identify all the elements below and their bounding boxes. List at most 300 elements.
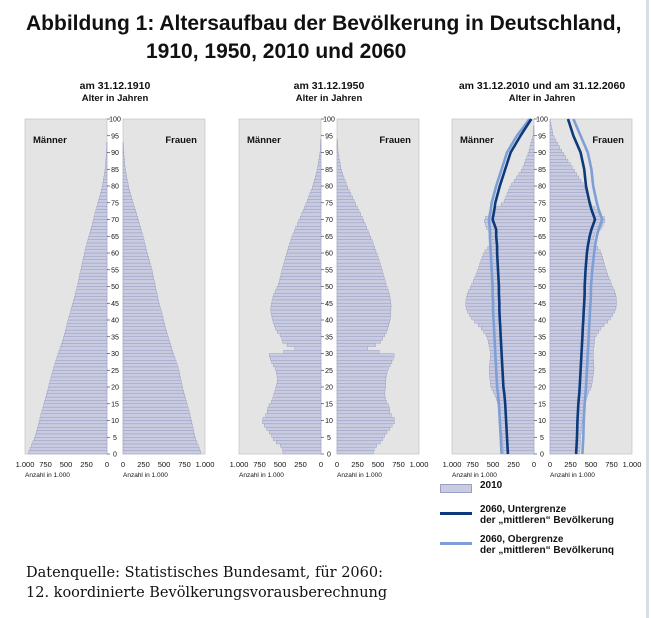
chart2-bar-male-59 <box>286 253 321 256</box>
chart2-bar-female-72 <box>337 209 359 212</box>
chart2-bar-female-56 <box>337 263 380 266</box>
chart1-bar-male-10 <box>40 417 107 420</box>
chart2-ytick-100: 100 <box>323 116 335 124</box>
chart2-bar-female-2 <box>337 444 377 447</box>
chart3-bar-female-97 <box>550 126 552 129</box>
chart1-bar-male-12 <box>42 410 107 413</box>
chart1-bar-male-40 <box>69 317 107 320</box>
chart3-bar-male-83 <box>519 173 534 176</box>
chart2-label-men: Männer <box>247 135 281 146</box>
chart2-label-women: Frauen <box>379 135 411 146</box>
chart1-xtick-left-4: 0 <box>104 460 110 469</box>
chart1-bar-female-14 <box>123 404 187 407</box>
source-line1: Datenquelle: Statistisches Bundesamt, für 2060: <box>26 565 383 581</box>
chart2-bar-female-34 <box>337 337 383 340</box>
legend-label-2010 <box>480 480 502 491</box>
chart2-bar-male-90 <box>320 149 321 152</box>
chart3-bar-male-48 <box>468 290 534 293</box>
chart2-bar-male-7 <box>267 427 321 430</box>
chart2-bar-female-47 <box>337 293 390 296</box>
chart2-bar-male-76 <box>308 196 321 199</box>
chart1-bar-female-21 <box>123 380 181 383</box>
chart1-bar-male-15 <box>44 400 107 403</box>
chart2-bar-male-55 <box>283 266 321 269</box>
chart3-ytick-55: 55 <box>538 267 546 275</box>
chart1-bar-female-66 <box>123 230 141 233</box>
chart3-bar-male-17 <box>495 394 534 397</box>
chart2-bar-female-91 <box>337 146 338 149</box>
chart2-bar-male-17 <box>274 394 321 397</box>
chart3-ylabel: Alter in Jahren <box>508 93 576 104</box>
chart3-bar-female-49 <box>550 287 613 290</box>
chart1-bar-male-43 <box>71 307 107 310</box>
chart1-bar-male-0 <box>29 451 107 454</box>
chart2-bar-male-38 <box>274 323 321 326</box>
chart2-bar-female-23 <box>337 374 387 377</box>
chart1-bar-female-25 <box>123 367 178 370</box>
chart2-bar-male-46 <box>273 297 321 300</box>
chart1-bar-female-19 <box>123 387 183 390</box>
chart3-bar-female-92 <box>550 142 558 145</box>
chart1-bar-female-30 <box>123 350 173 353</box>
chart3-bar-male-85 <box>523 166 534 169</box>
chart2-ytick-95: 95 <box>325 133 333 141</box>
chart2-bar-male-30 <box>284 350 321 353</box>
chart1-bar-female-91 <box>123 146 124 149</box>
chart1-bar-female-4 <box>123 437 196 440</box>
chart2-bar-female-73 <box>337 206 357 209</box>
chart3-bar-female-87 <box>550 159 568 162</box>
chart1-bar-male-44 <box>72 303 107 306</box>
chart2-bar-female-14 <box>337 404 388 407</box>
chart1-bar-male-89 <box>106 153 107 156</box>
chart1-bar-male-39 <box>68 320 107 323</box>
chart2-bar-male-2 <box>280 444 321 447</box>
chart1-bar-male-49 <box>77 287 107 290</box>
legend-label-line: der „mittleren“ Bevölkerung <box>480 515 614 526</box>
chart1-bar-male-60 <box>85 250 107 253</box>
chart1-bar-female-89 <box>123 153 124 156</box>
chart1-bar-female-11 <box>123 414 190 417</box>
chart1-ytick-55: 55 <box>111 267 119 275</box>
chart1-bar-male-70 <box>94 216 107 219</box>
chart1-bar-female-10 <box>123 417 191 420</box>
chart1-bar-male-42 <box>71 310 107 313</box>
chart3-bar-male-82 <box>516 176 534 179</box>
chart2-bar-male-82 <box>315 176 321 179</box>
chart3-bar-female-88 <box>550 156 566 159</box>
chart2-bar-male-16 <box>273 397 321 400</box>
chart1-bar-female-15 <box>123 400 186 403</box>
chart1-bar-female-36 <box>123 330 167 333</box>
chart1-bar-male-1 <box>30 447 107 450</box>
chart1-bar-female-18 <box>123 390 184 393</box>
chart1-bar-male-27 <box>56 360 107 363</box>
chart1-bar-male-51 <box>78 280 107 283</box>
chart1-bar-male-19 <box>48 387 107 390</box>
chart2-ytick-45: 45 <box>325 300 333 308</box>
chart2-bar-female-86 <box>337 163 340 166</box>
chart1-bar-female-81 <box>123 179 127 182</box>
chart3-ytick-20: 20 <box>538 384 546 392</box>
chart3-xtick-left-2: 500 <box>486 460 500 469</box>
chart1-bar-male-3 <box>33 441 107 444</box>
chart1-bar-male-57 <box>83 260 107 263</box>
chart2-bar-female-8 <box>337 424 392 427</box>
chart1-bar-female-68 <box>123 223 140 226</box>
chart2-ytick-75: 75 <box>325 200 333 208</box>
chart3-bar-female-94 <box>550 136 554 139</box>
chart2-bar-male-69 <box>299 220 321 223</box>
chart3-xlabel-left: Anzahl in 1.000 <box>452 472 497 479</box>
chart3-ytick-50: 50 <box>538 284 546 291</box>
figure-title-line2: 1910, 1950, 2010 und 2060 <box>146 40 407 63</box>
chart2-bar-female-75 <box>337 199 354 202</box>
chart3-bar-male-47 <box>467 293 534 296</box>
chart3-bar-female-69 <box>550 220 605 223</box>
chart3-bar-female-51 <box>550 280 610 283</box>
legend-label-line: 2010 <box>480 480 503 491</box>
chart3-bar-female-40 <box>550 317 610 320</box>
chart3-bar-female-77 <box>550 193 587 196</box>
chart1-bar-male-47 <box>75 293 107 296</box>
chart1-bar-male-52 <box>79 276 107 279</box>
chart1-bar-male-54 <box>81 270 107 273</box>
chart1-ytick-35: 35 <box>111 334 119 342</box>
chart2-bar-female-65 <box>337 233 370 236</box>
chart3-bar-male-80 <box>512 183 534 186</box>
chart1-bar-male-28 <box>57 357 107 360</box>
chart1-bar-male-41 <box>70 313 107 316</box>
chart2-bar-male-62 <box>290 243 322 246</box>
chart2-bar-male-32 <box>287 343 321 346</box>
chart3-bar-female-47 <box>550 293 616 296</box>
chart3-bar-female-52 <box>550 276 609 279</box>
chart1-bar-female-49 <box>123 287 156 290</box>
chart2-ytick-65: 65 <box>325 233 333 241</box>
chart2-bar-female-52 <box>337 276 384 279</box>
chart2-bar-male-26 <box>273 364 321 367</box>
chart3-bar-female-95 <box>550 132 553 135</box>
chart3-bar-female-85 <box>550 166 572 169</box>
chart2-xtick-left-0: 1.000 <box>229 460 249 469</box>
chart3-ytick-65: 65 <box>538 233 546 241</box>
chart3-bar-male-12 <box>499 410 534 413</box>
chart1-bar-male-16 <box>45 397 107 400</box>
chart3-ytick-35: 35 <box>538 334 546 342</box>
chart1-label-women: Frauen <box>165 135 197 146</box>
chart2-bar-male-40 <box>272 317 321 320</box>
chart2-bar-female-15 <box>337 400 387 403</box>
chart1-bar-male-4 <box>34 437 107 440</box>
chart3-bar-male-90 <box>529 149 534 152</box>
chart1-bar-male-73 <box>97 206 107 209</box>
chart3-bar-male-79 <box>510 186 534 189</box>
legend-swatch-2060-upper <box>440 542 472 545</box>
chart2-bar-male-78 <box>311 189 321 192</box>
chart3-xtick-right-4: 1.000 <box>622 460 642 469</box>
chart2-bar-male-47 <box>274 293 321 296</box>
chart2-bar-male-27 <box>272 360 322 363</box>
chart3-xtick-right-0: 0 <box>547 460 553 469</box>
chart3-bar-male-13 <box>499 407 534 410</box>
chart2-bar-male-50 <box>278 283 321 286</box>
chart2-bar-female-61 <box>337 246 375 249</box>
chart3-bar-female-57 <box>550 260 604 263</box>
chart1-bar-male-69 <box>93 220 107 223</box>
chart1-bar-female-33 <box>123 340 170 343</box>
chart1-bar-female-6 <box>123 431 194 434</box>
chart2-bar-male-92 <box>320 142 321 145</box>
chart3-bar-male-40 <box>472 317 534 320</box>
chart2-bar-female-55 <box>337 266 381 269</box>
chart2-bar-male-80 <box>313 183 321 186</box>
chart3-bar-female-48 <box>550 290 615 293</box>
chart3-bar-male-65 <box>491 233 534 236</box>
chart1-bar-male-53 <box>80 273 107 276</box>
legend-label-2060-lower <box>480 504 614 526</box>
chart1-bar-female-74 <box>123 203 133 206</box>
chart2-bar-male-22 <box>278 377 322 380</box>
chart3-bar-female-84 <box>550 169 574 172</box>
chart1-ytick-15: 15 <box>111 401 119 409</box>
chart1-bar-male-7 <box>37 427 107 430</box>
chart3-bar-male-74 <box>501 203 534 206</box>
chart2-bar-male-61 <box>288 246 321 249</box>
chart3-ytick-5: 5 <box>540 434 544 442</box>
chart1-bar-female-39 <box>123 320 164 323</box>
chart3-bar-male-36 <box>484 330 534 333</box>
chart3-bar-male-29 <box>491 354 534 357</box>
chart2-bar-male-44 <box>271 303 321 306</box>
chart1-xtick-left-0: 1.000 <box>15 460 35 469</box>
legend-label-line: 2060, Untergrenze <box>480 504 567 515</box>
chart3-bar-female-96 <box>550 129 552 132</box>
chart1-xtick-right-3: 750 <box>178 460 191 469</box>
chart2-bar-male-91 <box>320 146 321 149</box>
chart1-bar-male-8 <box>38 424 107 427</box>
chart3-ytick-30: 30 <box>538 351 546 358</box>
chart2-bar-male-20 <box>276 384 321 387</box>
chart3-bar-male-71 <box>489 213 534 216</box>
chart2-bar-male-87 <box>319 159 321 162</box>
chart1-ytick-30: 30 <box>111 351 119 358</box>
chart1-bar-female-13 <box>123 407 188 410</box>
chart3-ytick-45: 45 <box>538 300 546 308</box>
chart3-bar-male-16 <box>496 397 534 400</box>
chart2-bar-female-50 <box>337 283 386 286</box>
chart2-bar-female-19 <box>337 387 385 390</box>
chart1-bar-female-29 <box>123 354 174 357</box>
chart2-bar-male-89 <box>320 153 321 156</box>
chart2-xtick-left-3: 250 <box>294 460 307 469</box>
chart1-bar-male-48 <box>76 290 107 293</box>
chart3-bar-male-18 <box>494 390 535 393</box>
chart3-xtick-right-1: 250 <box>564 460 577 469</box>
chart1-bar-male-2 <box>31 444 107 447</box>
chart1-bar-female-87 <box>123 159 124 162</box>
chart3-bar-male-88 <box>527 156 534 159</box>
chart1-bar-male-24 <box>53 370 107 373</box>
chart3-xtick-left-3: 250 <box>507 460 520 469</box>
chart1-bar-male-18 <box>47 390 107 393</box>
chart1-bar-male-59 <box>84 253 107 256</box>
chart3-bar-female-56 <box>550 263 604 266</box>
chart2-bar-female-57 <box>337 260 379 263</box>
chart2-bar-male-12 <box>267 410 321 413</box>
chart1-bar-female-17 <box>123 394 185 397</box>
chart2-bar-female-29 <box>337 354 394 357</box>
chart2-bar-female-28 <box>337 357 393 360</box>
chart1-bar-female-43 <box>123 307 160 310</box>
chart3-bar-male-53 <box>476 273 534 276</box>
chart1-bar-female-84 <box>123 169 126 172</box>
chart2-bar-female-21 <box>337 380 386 383</box>
chart1-bar-female-5 <box>123 434 195 437</box>
chart2-bar-male-56 <box>284 263 321 266</box>
chart2-ytick-85: 85 <box>325 166 333 174</box>
chart2-bar-male-52 <box>280 276 321 279</box>
chart1-bar-male-50 <box>78 283 107 286</box>
chart2-bar-male-88 <box>319 156 321 159</box>
chart2-bar-male-36 <box>277 330 321 333</box>
chart2-bar-female-4 <box>337 437 383 440</box>
chart2-bar-female-33 <box>337 340 380 343</box>
chart2-bar-male-85 <box>318 166 321 169</box>
chart2-bar-female-31 <box>337 347 368 350</box>
chart1-bar-female-47 <box>123 293 157 296</box>
chart1-bar-male-34 <box>63 337 107 340</box>
chart3-bar-male-77 <box>507 193 534 196</box>
chart2-bar-male-77 <box>310 193 321 196</box>
chart2-ytick-55: 55 <box>325 267 333 275</box>
chart2-bar-female-53 <box>337 273 383 276</box>
chart2-bar-male-57 <box>285 260 321 263</box>
chart1-ytick-95: 95 <box>111 133 119 141</box>
chart1-bar-female-24 <box>123 370 179 373</box>
chart2-ytick-5: 5 <box>327 434 331 442</box>
chart1-xtick-right-0: 0 <box>120 460 126 469</box>
chart2-bar-male-28 <box>270 357 321 360</box>
chart1-bar-female-0 <box>123 451 201 454</box>
chart1-bar-male-81 <box>103 179 107 182</box>
chart2-bar-female-22 <box>337 377 386 380</box>
chart2-bar-female-11 <box>337 414 391 417</box>
chart2-bar-female-68 <box>337 223 365 226</box>
chart3-bar-male-54 <box>477 270 534 273</box>
chart1-bar-male-77 <box>100 193 107 196</box>
chart3-bar-male-73 <box>497 206 534 209</box>
chart2-bar-male-0 <box>283 451 321 454</box>
chart1-bar-male-88 <box>106 156 107 159</box>
chart1-bar-male-78 <box>101 189 107 192</box>
chart2-bar-female-27 <box>337 360 392 363</box>
chart1-bar-female-12 <box>123 410 189 413</box>
chart3-bar-male-67 <box>487 226 534 229</box>
chart2-bar-male-9 <box>263 421 322 424</box>
chart1-bar-female-77 <box>123 193 131 196</box>
chart1-bar-male-31 <box>60 347 107 350</box>
chart2-bar-female-92 <box>337 142 338 145</box>
chart1-ytick-40: 40 <box>111 317 119 325</box>
chart1-bar-male-62 <box>87 243 107 246</box>
chart1-ytick-80: 80 <box>111 183 119 191</box>
chart1-ytick-65: 65 <box>111 233 119 241</box>
chart1-bar-male-72 <box>96 209 107 212</box>
chart2-bar-male-84 <box>317 169 321 172</box>
chart3-bar-male-61 <box>488 246 534 249</box>
chart3-bar-female-93 <box>550 139 556 142</box>
chart1-bar-male-83 <box>104 173 107 176</box>
chart1-bar-male-80 <box>103 183 107 186</box>
chart2-bar-female-44 <box>337 303 391 306</box>
chart2-ytick-40: 40 <box>325 317 333 325</box>
chart3-bar-male-64 <box>492 236 534 239</box>
chart1-bar-female-32 <box>123 343 171 346</box>
chart2-bar-male-15 <box>271 400 321 403</box>
chart2-bar-female-13 <box>337 407 389 410</box>
chart2-subtitle: am 31.12.1950 <box>293 80 365 92</box>
chart1-ytick-70: 70 <box>111 217 119 224</box>
chart2-bar-female-76 <box>337 196 353 199</box>
chart1-xlabel-right: Anzahl in 1.000 <box>123 472 168 479</box>
chart3-bar-female-91 <box>550 146 560 149</box>
chart2-bar-male-70 <box>300 216 321 219</box>
chart2-bar-female-48 <box>337 290 389 293</box>
chart1-bar-female-79 <box>123 186 129 189</box>
chart2-bar-male-42 <box>271 310 321 313</box>
chart1-bar-female-44 <box>123 303 159 306</box>
chart1-bar-female-65 <box>123 233 142 236</box>
chart1-bar-male-79 <box>102 186 107 189</box>
chart2-bar-male-31 <box>295 347 321 350</box>
chart2-bar-female-45 <box>337 300 391 303</box>
chart2-bar-female-63 <box>337 240 372 243</box>
chart2-ytick-20: 20 <box>325 384 333 392</box>
chart2-bar-male-79 <box>312 186 321 189</box>
chart2-ytick-25: 25 <box>325 367 333 375</box>
chart2-bar-female-89 <box>337 153 338 156</box>
chart2-bar-female-87 <box>337 159 340 162</box>
chart2-xlabel-right: Anzahl in 1.000 <box>337 472 382 479</box>
chart2-ytick-50: 50 <box>325 284 333 291</box>
chart1-bar-male-9 <box>39 421 107 424</box>
chart3-bar-female-68 <box>550 223 603 226</box>
chart3-bar-female-81 <box>550 179 581 182</box>
chart2-bar-female-67 <box>337 226 367 229</box>
chart2-bar-female-79 <box>337 186 348 189</box>
chart3-bar-male-76 <box>506 196 534 199</box>
chart1-ytick-10: 10 <box>111 418 119 425</box>
chart2-bar-female-59 <box>337 253 377 256</box>
chart2-bar-female-46 <box>337 297 390 300</box>
chart2-bar-female-32 <box>337 343 375 346</box>
chart1-bar-female-34 <box>123 337 169 340</box>
chart2-bar-male-37 <box>275 327 321 330</box>
chart2-bar-female-40 <box>337 317 390 320</box>
chart1-bar-female-22 <box>123 377 181 380</box>
chart1-xtick-left-1: 750 <box>39 460 52 469</box>
chart1-bar-female-51 <box>123 280 154 283</box>
chart3-bar-male-50 <box>472 283 534 286</box>
chart2-bar-male-73 <box>304 206 321 209</box>
chart3-bar-female-55 <box>550 266 605 269</box>
chart2-bar-male-60 <box>287 250 321 253</box>
chart2-bar-male-19 <box>276 387 321 390</box>
chart2-bar-female-1 <box>337 447 374 450</box>
chart2-bar-female-60 <box>337 250 376 253</box>
chart1-subtitle: am 31.12.1910 <box>79 80 151 92</box>
